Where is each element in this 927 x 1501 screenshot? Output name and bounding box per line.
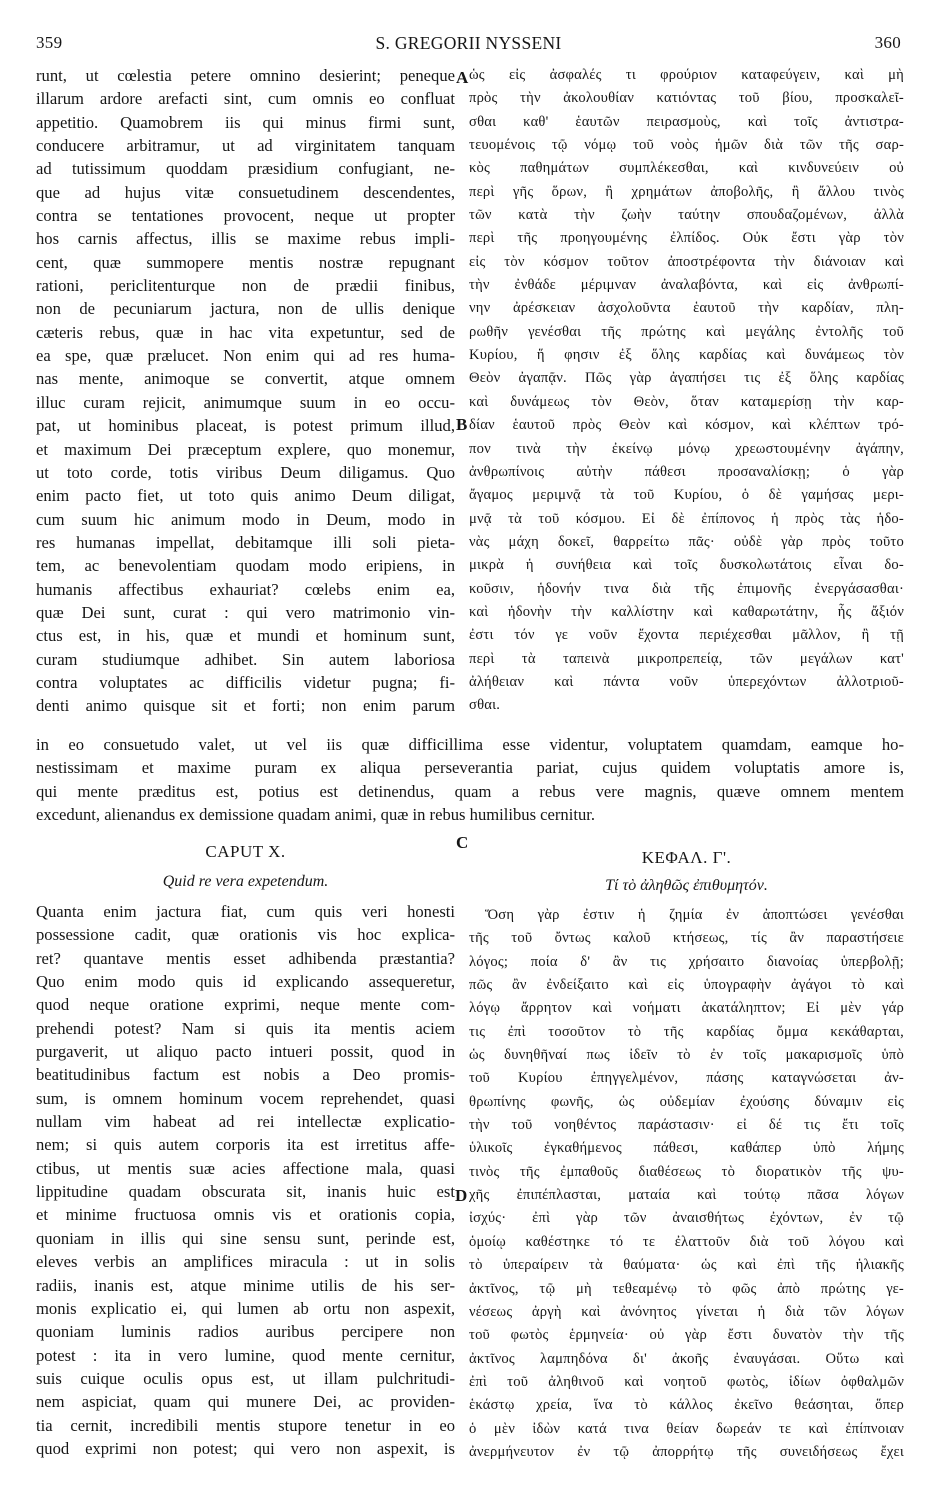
text-line: lippitudine quadam obscurata sit, inanis huic est bbox=[36, 1182, 455, 1202]
text-line: res humanas impellat, debitamque illi soli pieta- bbox=[36, 532, 455, 552]
greek-column-bottom bbox=[469, 904, 904, 1464]
text-line: περὶ γῆς ὅρων, ἢ χρημάτων ἀποβολῆς, ἢ ἄλλου τινὸς bbox=[469, 183, 904, 200]
text-line: τὴν τοῦ νοηθέντος παράστασιν· εἰ δέ τις ἔτι τοῖς bbox=[469, 1117, 904, 1134]
text-line: τοῦ Κυρίου ἐπηγγελμένον, πάσης καταγνώσεται ἀν- bbox=[469, 1070, 904, 1087]
text-line: tem, ac benevolentiam quodam modo eripiens, in bbox=[36, 556, 455, 576]
text-line: cent, quæ summopere mentis nostræ repugnant bbox=[36, 252, 455, 272]
text-line: ἑκάστῳ χρεία, ἵνα τὸ κάλλος ἐκεῖνο θεάσηται, ὅπερ bbox=[469, 1397, 904, 1414]
text-line: ἄγαμος μεριμνᾷ τὰ τοῦ Κυρίου, ὁ δὲ γαμήσας μερι- bbox=[469, 487, 904, 504]
text-line: eleves verbis an amplifices miracula : ut in solis bbox=[36, 1252, 455, 1272]
text-line: prehendi potest? Nam si quis ita mentis aciem bbox=[36, 1018, 455, 1038]
text-line: excedunt, alienandus ex demissione quadam animi, quæ in rebus humilibus cernitur. bbox=[36, 805, 596, 825]
text-line: ρωθῆν γενέσθαι τῆς πρώτης καὶ μεγάλης ἐντολῆς τοῦ bbox=[469, 323, 904, 340]
text-line: nestissimam et maxime puram ex aliqua perseverantia pariat, cujus quidem voluptatis amore is, bbox=[36, 758, 904, 778]
text-line: ἀνερμήνευτον ἐν τῷ ἀπορρήτῳ τῆς συνειδήσεως ἔχει bbox=[469, 1443, 904, 1460]
text-line: enim pacto fiet, ut toto quis animo Deum diligat, bbox=[36, 486, 455, 506]
text-line: τις ἐπὶ τοσοῦτον τὸ τῆς καρδίας ὄμμα κεκάθαρται, bbox=[469, 1023, 904, 1040]
text-line: quod neque oratione exprimi, neque mente com- bbox=[36, 995, 455, 1015]
text-line: ctibus, ut mentis suæ acies affectione mala, quasi bbox=[36, 1158, 455, 1178]
text-line: δίαν ἑαυτοῦ πρὸς Θεὸν καὶ κόσμον, καὶ κλέπτων τρό- bbox=[469, 417, 904, 434]
text-line: potest : ita in vero lumine, quod mente cernitur, bbox=[36, 1345, 455, 1365]
text-line: ret? quantave mentis esset adhibenda præstantia? bbox=[36, 948, 455, 968]
text-line: ἀλήθειαν καὶ πάντα νοῦν ὑπερεχόντων ἀλλοτριοῦ- bbox=[469, 673, 904, 690]
text-line: Θεὸν ἀγαπᾷν. Πῶς γὰρ ἀγαπήσει τις ἐξ ὅλης καρδίας bbox=[469, 370, 904, 387]
text-line: τῆς τοῦ ὄντως καλοῦ κτήσεως, τίς ἂν παραστήσειε bbox=[469, 930, 904, 947]
text-line: cum suum hic animum modo in Deum, modo in bbox=[36, 509, 455, 529]
text-line: ὑλικοῖς ἐγκαθήμενος πάθεσι, καθάπερ ὑπὸ λήμης bbox=[469, 1140, 904, 1157]
latin-chapter-subtitle: Quid re vera expetendum. bbox=[162, 873, 329, 890]
text-line: περὶ τῆς προηγουμένης ἐλπίδος. Οὐκ ἔστι γὰρ τὸν bbox=[469, 230, 904, 247]
text-line: χῆς ἐπιπέπλασται, ματαία καὶ τούτῳ πᾶσα λόγων bbox=[469, 1187, 904, 1204]
text-line: καὶ δυνάμεως τὸν Θεὸν, ὅταν καταμερίσῃ τὴν καρ- bbox=[469, 393, 904, 410]
text-line: possessione cadit, quæ orationis vis hoc explica- bbox=[36, 925, 455, 945]
text-line: ctus est, in his, quæ et mundi et hominum sunt, bbox=[36, 626, 455, 646]
text-line: ἰσχύς· ἐπὶ γὰρ τῶν ἀναισθήτως ἐχόντων, ἐν τῷ bbox=[469, 1210, 904, 1227]
text-line: Quo enim modo quis id explicando assequeretur, bbox=[36, 972, 455, 992]
text-line: tia cernit, incredibili mentis stupore tenetur in eo bbox=[36, 1415, 455, 1435]
text-line: πον τινὰ τὴν ἐκείνῳ μόνῳ χρεωστουμένην ἀγάπην, bbox=[469, 440, 904, 457]
text-line: νέσεως ἀργὴ καὶ ἀνόνητος γίνεται ἡ διὰ τῶν λόγων bbox=[469, 1303, 904, 1320]
latin-full-width-paragraph bbox=[36, 733, 904, 827]
text-line: περὶ τὰ ταπεινὰ μικροπρεπείᾳ, τῶν μεγάλων κατ' bbox=[469, 650, 904, 667]
text-line: νην ἀρέσκειαν ἀσχολοῦντα ἑαυτοῦ τὴν καρδίαν, πλη- bbox=[469, 300, 904, 317]
text-line: τῶν κατὰ τὴν ζωὴν ταύτην σπουδαζομένων, ἀλλὰ bbox=[469, 207, 904, 224]
text-line: τὴν ἐνθάδε μέριμναν ἀναλαβόντα, καὶ εἰς ἀνθρωπί- bbox=[469, 277, 904, 294]
text-line: humanis affectibus exhauriat? cœlebs enim ea, bbox=[36, 579, 455, 599]
text-line: hos carnis affectus, illis se maxime rebus impli- bbox=[36, 229, 455, 249]
text-line: ἐπὶ τοῦ ἀληθινοῦ καὶ νοητοῦ φωτὸς, ἰδίων ὀφθαλμῶν bbox=[469, 1373, 904, 1390]
text-line: νὰς μάχη δοκεῖ, θαρρείτω πᾶς· οὐδὲ γὰρ πρὸς τοῦτο bbox=[469, 533, 904, 550]
text-line: nem aspiciat, quam qui munere Dei, ac providen- bbox=[36, 1392, 455, 1412]
text-line: ἀκτῖνος λαμπηδόνα δι' ἀκοῆς ἐναυγάσαι. Οὕτω καὶ bbox=[469, 1350, 904, 1367]
text-line: nem; si quis autem corporis ita est irretitus affe- bbox=[36, 1135, 455, 1155]
margin-marker-b: B bbox=[456, 415, 468, 434]
text-line: κὸς παθημάτων συμπλέκεσθαι, καὶ κινδυνεύειν οὐ bbox=[469, 160, 904, 177]
text-line: non de pecuniarum jactura, non de ullis denique bbox=[36, 299, 455, 319]
text-line: Ὅση γὰρ ἐστιν ἡ ζημία ἐν ἀποπτώσει γενέσθαι bbox=[485, 907, 904, 923]
text-line: quoniam luminis radios auribus percipere non bbox=[36, 1322, 455, 1342]
text-line: τινὸς τῆς ἐμπαθοῦς διαθέσεως τὸ διορατικὸν τῆς ψυ- bbox=[469, 1163, 904, 1180]
text-line: denti animo quisque sit et forti; non enim parum bbox=[36, 696, 455, 716]
text-line: et maximum Dei præceptum explere, quo monemur, bbox=[36, 439, 455, 459]
text-line: λόγῳ ἄρρητον καὶ νοήματι ἀκατάληπτον; Εἰ μὲν γάρ bbox=[469, 1000, 904, 1017]
text-line: μικρὰ ἡ συνήθεια καὶ τοῖς δυσκολωτάτοις εἶναι δο- bbox=[469, 557, 904, 574]
text-line: quoniam in illis qui sine sensu sunt, perinde est, bbox=[36, 1228, 455, 1248]
latin-column-bottom bbox=[36, 900, 455, 1460]
text-line: conducere arbitramur, ut ad virginitatem tanquam bbox=[36, 136, 455, 156]
text-line: quæ Dei sunt, curat : qui vero matrimonio vin- bbox=[36, 602, 455, 622]
margin-marker-c: C bbox=[456, 833, 469, 852]
text-line: μνᾷ τὰ τοῦ κόσμου. Εἰ δὲ ἐπίπονος ἡ πρὸς τὰς ἡδο- bbox=[469, 510, 904, 527]
text-line: et minime fructuosa omnis vis et orationis copia, bbox=[36, 1205, 455, 1225]
text-line: Quanta enim jactura fiat, cum quis veri honesti bbox=[36, 902, 455, 921]
text-line: πῶς ἂν ἐνδείξαιτο καὶ εἰς ὑπογραφὴν ἀγάγοι τὸ καὶ bbox=[469, 977, 904, 994]
text-line: ut toto corde, totis viribus Deum diligamus. Quo bbox=[36, 462, 455, 482]
text-line: ἐστι τόν γε νοῦν ἔχοντα περιέχεσθαι μᾶλλον, ἢ τῇ bbox=[469, 627, 904, 644]
text-line: σθαι. bbox=[469, 697, 501, 714]
text-line: ad tutissimum quoddam præsidium confugiant, ne- bbox=[36, 159, 455, 179]
text-line: λόγος; ποία δ' ἂν τις χρήσαιτο διανοίας ὑπερβολῇ; bbox=[469, 953, 904, 970]
latin-column-top bbox=[36, 64, 455, 718]
text-line: τοῦ φωτὸς ἑρμηνεία· οὐ γὰρ ἔστι δυνατὸν τὴν τῆς bbox=[469, 1327, 904, 1344]
text-line: ὁμοίῳ καθέστηκε τό τε ἐλαττοῦν διὰ τοῦ λόγου καὶ bbox=[469, 1233, 904, 1250]
text-line: suis cuique oculis opus est, ut illam pulchritudi- bbox=[36, 1368, 455, 1388]
page-number-left: 359 bbox=[36, 33, 63, 52]
text-line: curam studiumque adhibet. Sin autem laboriosa bbox=[36, 649, 455, 669]
text-line: ὡς εἰς ἀσφαλές τι φρούριον καταφεύγειν, καὶ μὴ bbox=[469, 67, 904, 83]
text-line: illuc curam rejicit, animumque suum in eo occu- bbox=[36, 392, 455, 412]
text-line: radiis, inanis est, atque minime utilis de his ser- bbox=[36, 1275, 455, 1295]
text-line: pat, ut hominibus placeat, is potest primum illud, bbox=[36, 416, 455, 436]
margin-marker-a: A bbox=[456, 68, 469, 87]
text-line: purgaverit, ut aliquo pacto intueri possit, quod in bbox=[36, 1042, 455, 1062]
greek-column-top bbox=[469, 64, 904, 718]
text-line: runt, ut cœlestia petere omnino desierint; peneque bbox=[36, 66, 455, 85]
margin-marker-d: D bbox=[455, 1186, 468, 1205]
text-line: ἀνθρωπίνοις αὐτὴν πάθεσι προσαναλίσκῃ; ὁ γὰρ bbox=[469, 463, 904, 480]
text-line: ὁ μὲν ἰδὼν κατά τινα θείαν δωρεάν τε καὶ ἐπίπνοιαν bbox=[469, 1420, 904, 1437]
text-line: contra voluptates ac difficilis videtur pugna; fi- bbox=[36, 672, 455, 692]
text-line: in eo consuetudo valet, ut vel iis quæ difficillima esse videntur, voluptatem quamdam, eamque ho- bbox=[36, 735, 904, 754]
text-line: qui mente præditus est, potius est detinendus, quam a rebus vere magnis, quæve omnem mentem bbox=[36, 781, 904, 801]
text-line: rationi, periclitenturque non de prædii finibus, bbox=[36, 276, 455, 296]
page-number-right: 360 bbox=[874, 33, 901, 52]
text-line: ἀκτῖνος, τῷ μὴ τεθεαμένῳ τὸ φῶς ἀπὸ πρώτης γε- bbox=[469, 1280, 904, 1297]
text-line: nas mente, animoque se convertit, atque omnem bbox=[36, 369, 455, 389]
text-line: nullam vim habeat ad rei intellectæ explicatio- bbox=[36, 1112, 455, 1132]
greek-chapter-subtitle: Τί τὸ ἀληθῶς ἐπιθυμητόν. bbox=[605, 877, 768, 894]
text-line: illarum ardore arefacti sint, cum omnis eo confluat bbox=[36, 89, 455, 109]
text-line: appetitio. Quamobrem iis qui minus firmi sunt, bbox=[36, 112, 455, 132]
text-line: θρωπίνης φωνῆς, ὡς οὐδεμίαν ἐχούσης δύναμιν εἰς bbox=[469, 1093, 904, 1110]
text-line: quod exprimi non potest; qui vero non aspexit, is bbox=[36, 1438, 455, 1458]
text-line: ea spe, quæ prælucet. Non enim qui ad res huma- bbox=[36, 346, 455, 366]
running-header bbox=[36, 33, 901, 57]
text-line: Κυρίου, ἥ φησιν ἐξ ὅλης καρδίας καὶ δυνάμεως τὸν bbox=[469, 347, 904, 364]
running-title: S. GREGORII NYSSENI bbox=[375, 33, 562, 53]
text-line: ὡς δυνηθῆναί πως ἰδεῖν τὸ ἐν τοῖς μακαρισμοῖς ὑπὸ bbox=[469, 1047, 904, 1064]
text-line: τὸ ὑπεραίρειν τὰ θαύματα· ὡς καὶ ἐπὶ τῆς ἡλιακῆς bbox=[469, 1257, 904, 1274]
text-line: cæteris rebus, quæ in hac vita expetuntur, sed de bbox=[36, 322, 455, 342]
text-line: monis explicatio ei, qui lumen ab ortu non aspexit, bbox=[36, 1298, 455, 1318]
greek-chapter-title: ΚΕΦΑΛ. Γ'. bbox=[641, 848, 732, 867]
text-line: sum, is omnem hominum vocem reprehendet, quasi bbox=[36, 1088, 455, 1108]
text-line: contra se tentationes provocent, neque ut propter bbox=[36, 206, 455, 226]
text-line: beatitudinibus factum est nobis a Deo promis- bbox=[36, 1065, 455, 1085]
text-line: καὶ ἡδονὴν τὴν καλλίστην καὶ καθαρωτάτην, ἧς ἄξιόν bbox=[469, 603, 904, 620]
text-line: εἰς τὸν κόσμον τοῦτον ἀποστρέφοντα τὴν διάνοιαν καὶ bbox=[469, 253, 904, 270]
text-line: τευομένοις τῷ νόμῳ τοῦ νοὸς ἡμῶν διὰ τῶν τῆς σαρ- bbox=[469, 137, 904, 154]
text-line: κοῦσιν, ἡδονήν τινα διὰ τῆς ἐπιμονῆς ἐνεργάσασθαι· bbox=[469, 580, 904, 597]
text-line: πρὸς τὴν ἀκολουθίαν κατιόντας τοῦ βίου, προσκαλεῖ- bbox=[469, 90, 904, 107]
text-line: que ad hujus vitæ consuetudinem descendentes, bbox=[36, 182, 455, 202]
latin-chapter-title: CAPUT X. bbox=[205, 842, 286, 861]
text-line: σθαι καθ' ἑαυτῶν πειρασμοὺς, καὶ τοῖς ἀντιστρα- bbox=[469, 113, 904, 130]
